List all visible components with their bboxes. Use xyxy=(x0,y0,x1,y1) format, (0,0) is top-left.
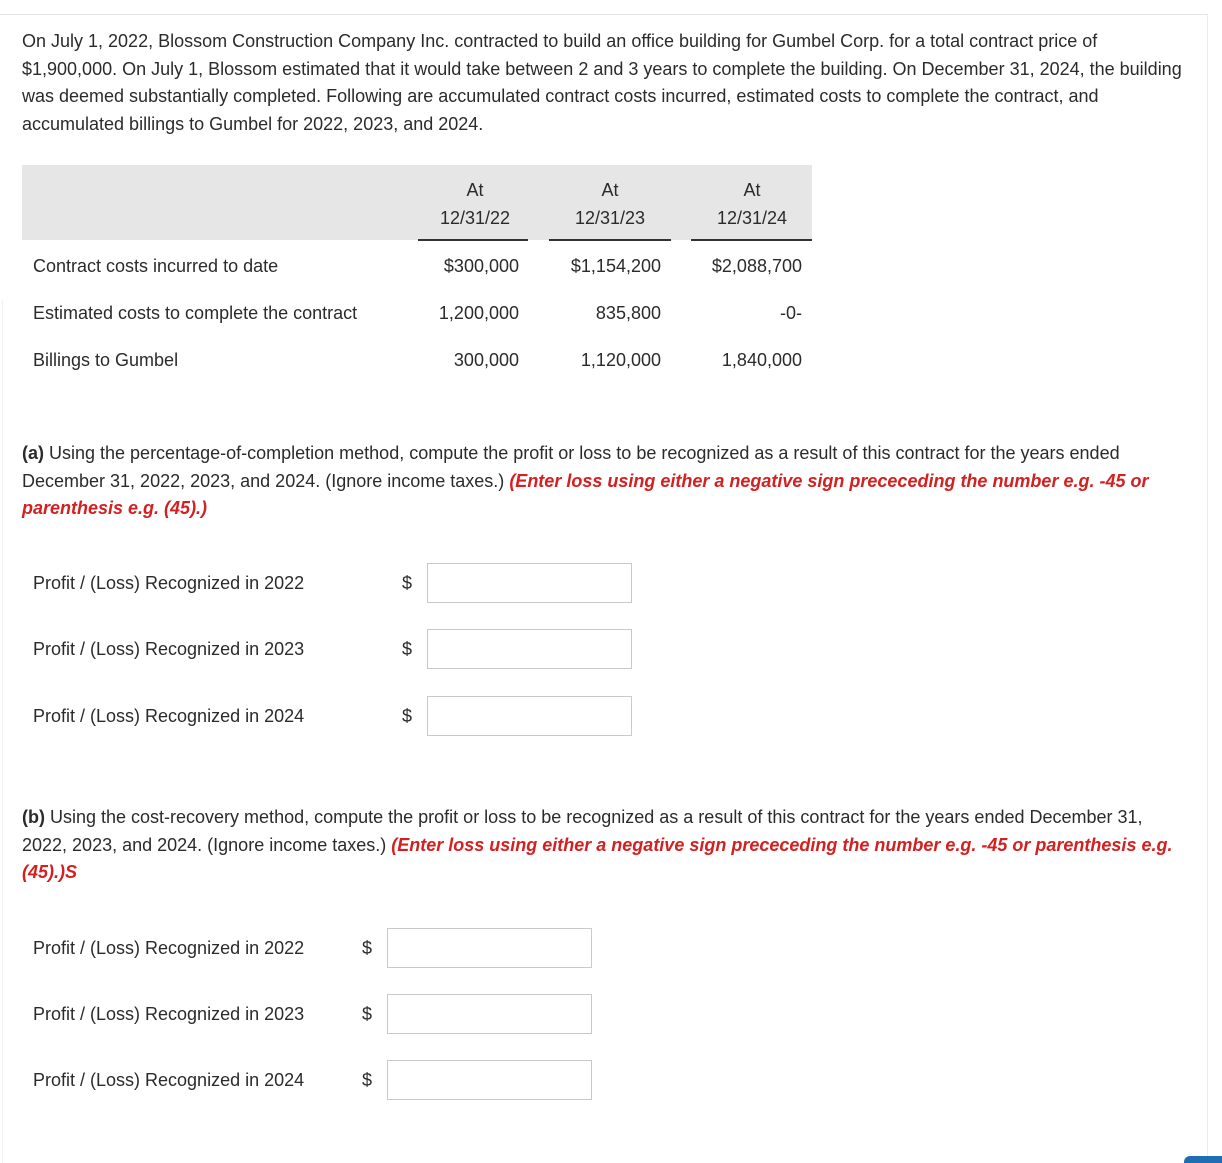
answer-a-2023-label: Profit / (Loss) Recognized in 2023 xyxy=(33,639,305,659)
answer-a-2024-label: Profit / (Loss) Recognized in 2024 xyxy=(33,706,305,726)
left-divider xyxy=(2,300,3,1163)
table-cell: -0- xyxy=(780,303,802,323)
currency-symbol: $ xyxy=(402,706,413,726)
question-b-instruction: (Enter loss using either a negative sign prececeding the number e.g. -45 or parenthesis e.g. (45).)S xyxy=(22,834,1173,882)
currency-symbol: $ xyxy=(402,639,413,659)
answer-b-2022-input[interactable] xyxy=(387,928,592,968)
question-b-text: Using the cost-recovery method, compute the profit or loss to be recognized as a result of this contract for the years ended December 31, 2022, 2023, and 2024. (Ignore income taxes.) xyxy=(22,807,1143,855)
column-underline xyxy=(418,239,528,241)
table-cell: 1,840,000 xyxy=(721,350,802,370)
table-cell: $2,088,700 xyxy=(711,256,802,276)
row-label-costs-incurred: Contract costs incurred to date xyxy=(33,256,279,276)
question-a-lead: (a) xyxy=(22,443,44,463)
answer-a-2022-input[interactable] xyxy=(427,563,632,603)
row-label-billings: Billings to Gumbel xyxy=(33,350,179,370)
corner-tab-button[interactable] xyxy=(1184,1156,1222,1163)
column-underline xyxy=(549,239,671,241)
column-header-2024: At 12/31/24 xyxy=(716,180,788,228)
question-a xyxy=(22,440,1192,523)
answer-a-2024-input[interactable] xyxy=(427,696,632,736)
question-a-instruction: (Enter loss using either a negative sign prececeding the number e.g. -45 or parenthesis e.g. (45).) xyxy=(22,470,1149,518)
table-header-background xyxy=(22,165,812,240)
column-header-2022: At 12/31/22 xyxy=(439,180,511,228)
answer-a-2022-label: Profit / (Loss) Recognized in 2022 xyxy=(33,573,305,593)
right-divider xyxy=(1207,14,1208,1163)
top-divider xyxy=(0,14,1208,15)
currency-symbol: $ xyxy=(362,1070,373,1090)
answer-b-2024-input[interactable] xyxy=(387,1060,592,1100)
table-cell: $1,154,200 xyxy=(570,256,661,276)
table-cell: 835,800 xyxy=(595,303,661,323)
question-a-text: Using the percentage-of-completion method, compute the profit or loss to be recognized as a result of this contract for the years ended December 31, 2022, 2023, and 2024. (Ignore income taxes.) xyxy=(22,443,1120,491)
currency-symbol: $ xyxy=(362,938,373,958)
question-b xyxy=(22,804,1192,887)
column-header-2023: At 12/31/23 xyxy=(574,180,646,228)
answer-b-2024-label: Profit / (Loss) Recognized in 2024 xyxy=(33,1070,305,1090)
answer-b-2023-input[interactable] xyxy=(387,994,592,1034)
currency-symbol: $ xyxy=(362,1004,373,1024)
question-b-lead: (b) xyxy=(22,807,45,827)
currency-symbol: $ xyxy=(402,573,413,593)
answer-b-2023-label: Profit / (Loss) Recognized in 2023 xyxy=(33,1004,305,1024)
table-cell: 1,120,000 xyxy=(580,350,661,370)
column-underline xyxy=(691,239,812,241)
row-label-estimated-costs: Estimated costs to complete the contract xyxy=(33,303,358,323)
table-cell: $300,000 xyxy=(443,256,519,276)
table-cell: 300,000 xyxy=(453,350,519,370)
problem-intro: On July 1, 2022, Blossom Construction Company Inc. contracted to build an office building for Gumbel Corp. for a total contract price of $1,900,000. On July 1, Blossom estimated that it would take between 2 and 3 years to complete the building. On December 31, 2024, the building was deemed substantially completed. Following are accumulated contract costs incurred, estimated costs to complete the contract, and accumulated billings to Gumbel for 2022, 2023, and 2024. xyxy=(22,31,1182,134)
answer-a-2023-input[interactable] xyxy=(427,629,632,669)
answer-b-2022-label: Profit / (Loss) Recognized in 2022 xyxy=(33,938,305,958)
table-cell: 1,200,000 xyxy=(438,303,519,323)
